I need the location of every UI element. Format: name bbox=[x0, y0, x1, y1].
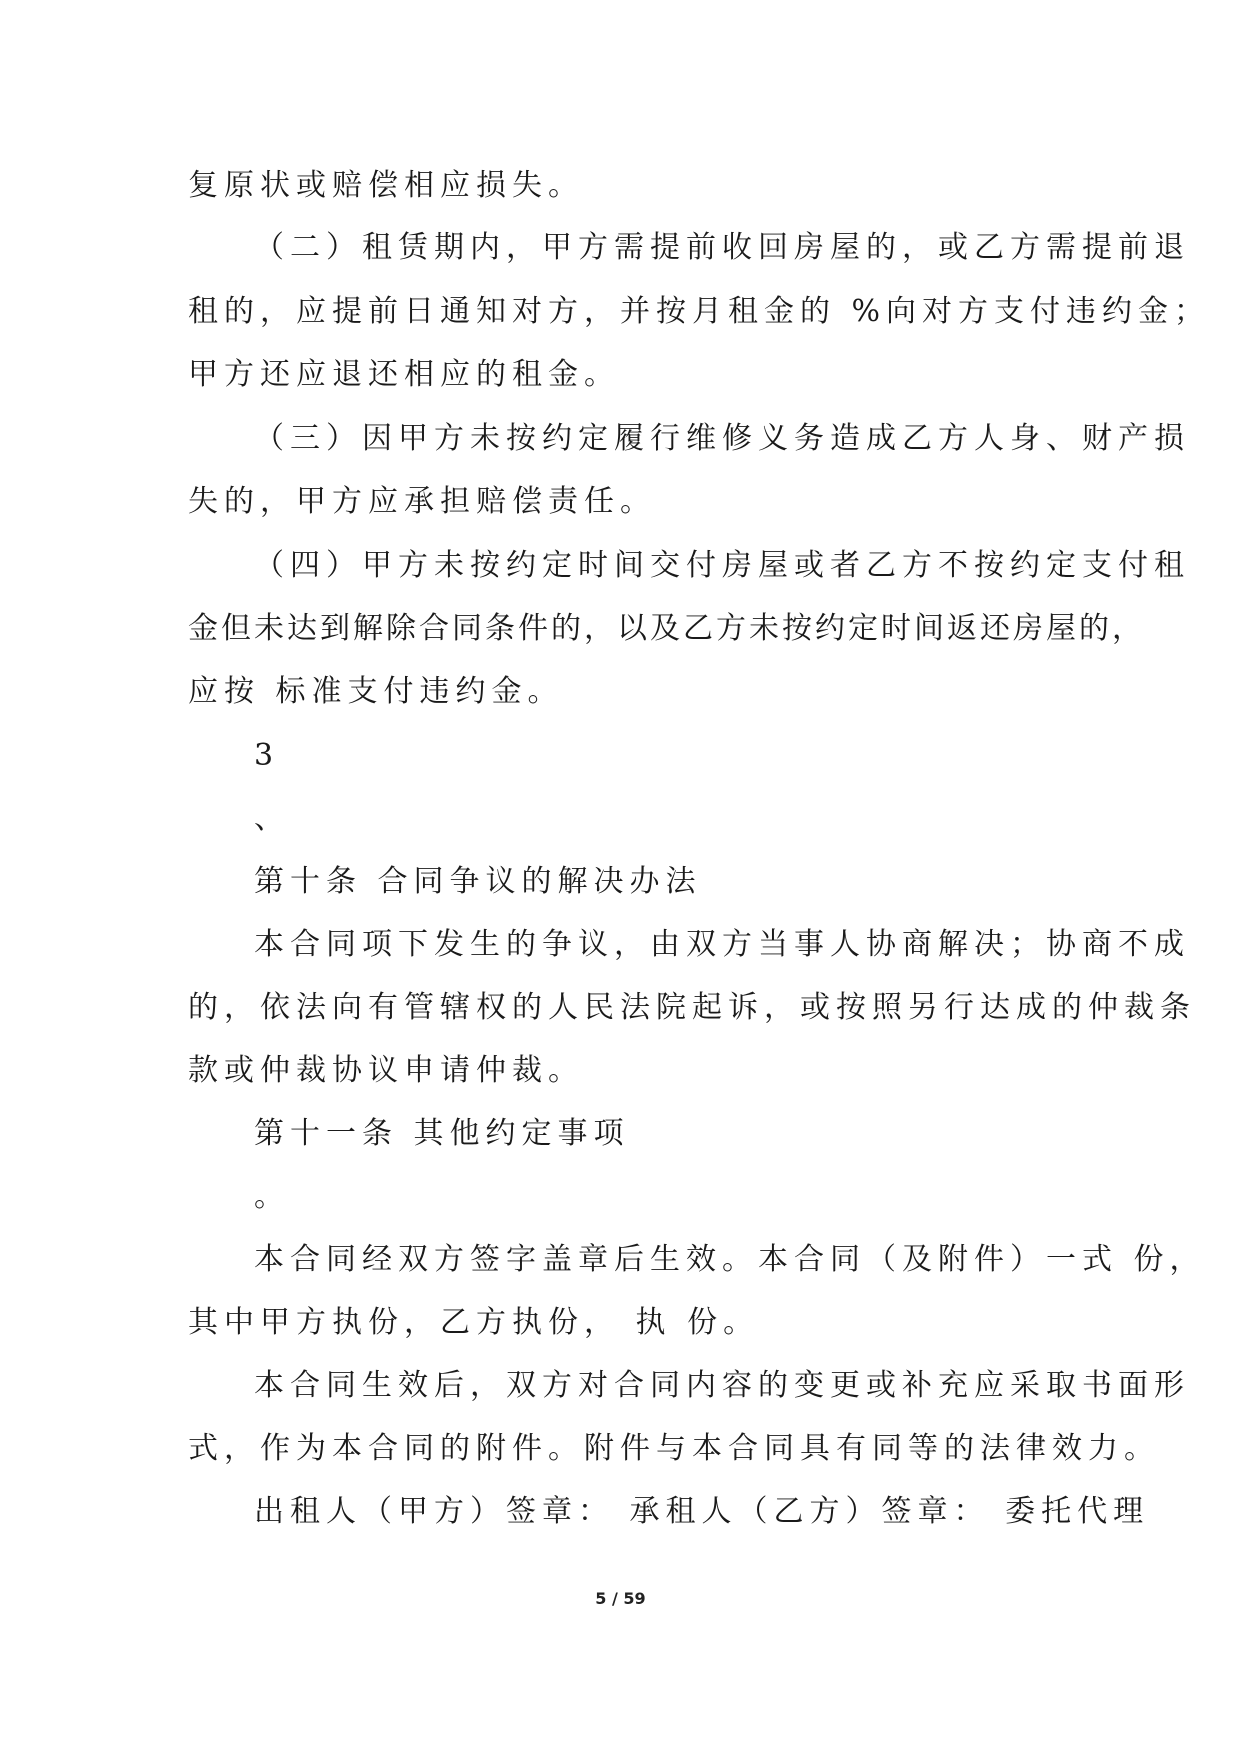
text-line: 款或仲裁协议申请仲裁。 bbox=[188, 1053, 584, 1088]
text-line: 、 bbox=[254, 801, 290, 836]
signature-line: 出租人（甲方）签章： 承租人（乙方）签章： 委托代理 bbox=[254, 1494, 1150, 1529]
text-line: 其中甲方执份，乙方执份， 执 份。 bbox=[188, 1305, 760, 1340]
text-line: 本合同经双方签字盖章后生效。本合同（及附件）一式 份， bbox=[254, 1242, 1206, 1277]
section-heading: 第十条 合同争议的解决办法 bbox=[254, 864, 702, 899]
text-line: （三）因甲方未按约定履行维修义务造成乙方人身、财产损 bbox=[254, 421, 1190, 456]
text-line: 复原状或赔偿相应损失。 bbox=[188, 168, 584, 203]
text-line: 。 bbox=[254, 1179, 290, 1214]
text-line: 本合同项下发生的争议，由双方当事人协商解决；协商不成 bbox=[254, 927, 1190, 962]
page-number: 5 / 59 bbox=[595, 1589, 646, 1608]
text-line: 金但未达到解除合同条件的，以及乙方未按约定时间返还房屋的， bbox=[188, 611, 1145, 646]
text-line: 本合同生效后，双方对合同内容的变更或补充应采取书面形 bbox=[254, 1368, 1190, 1403]
section-heading: 第十一条 其他约定事项 bbox=[254, 1116, 630, 1151]
text-line: 的，依法向有管辖权的人民法院起诉，或按照另行达成的仲裁条 bbox=[188, 990, 1196, 1025]
text-line: 失的，甲方应承担赔偿责任。 bbox=[188, 484, 656, 519]
text-line: 式，作为本合同的附件。附件与本合同具有同等的法律效力。 bbox=[188, 1431, 1160, 1466]
text-line: 租的，应提前日通知对方，并按月租金的 %向对方支付违约金； bbox=[188, 294, 1211, 329]
text-line: 应按 标准支付违约金。 bbox=[188, 674, 564, 709]
text-line: 3 bbox=[254, 738, 280, 773]
text-line: （二）租赁期内，甲方需提前收回房屋的，或乙方需提前退 bbox=[254, 230, 1190, 265]
text-line: 甲方还应退还相应的租金。 bbox=[188, 357, 620, 392]
text-line: （四）甲方未按约定时间交付房屋或者乙方不按约定支付租 bbox=[254, 548, 1190, 583]
